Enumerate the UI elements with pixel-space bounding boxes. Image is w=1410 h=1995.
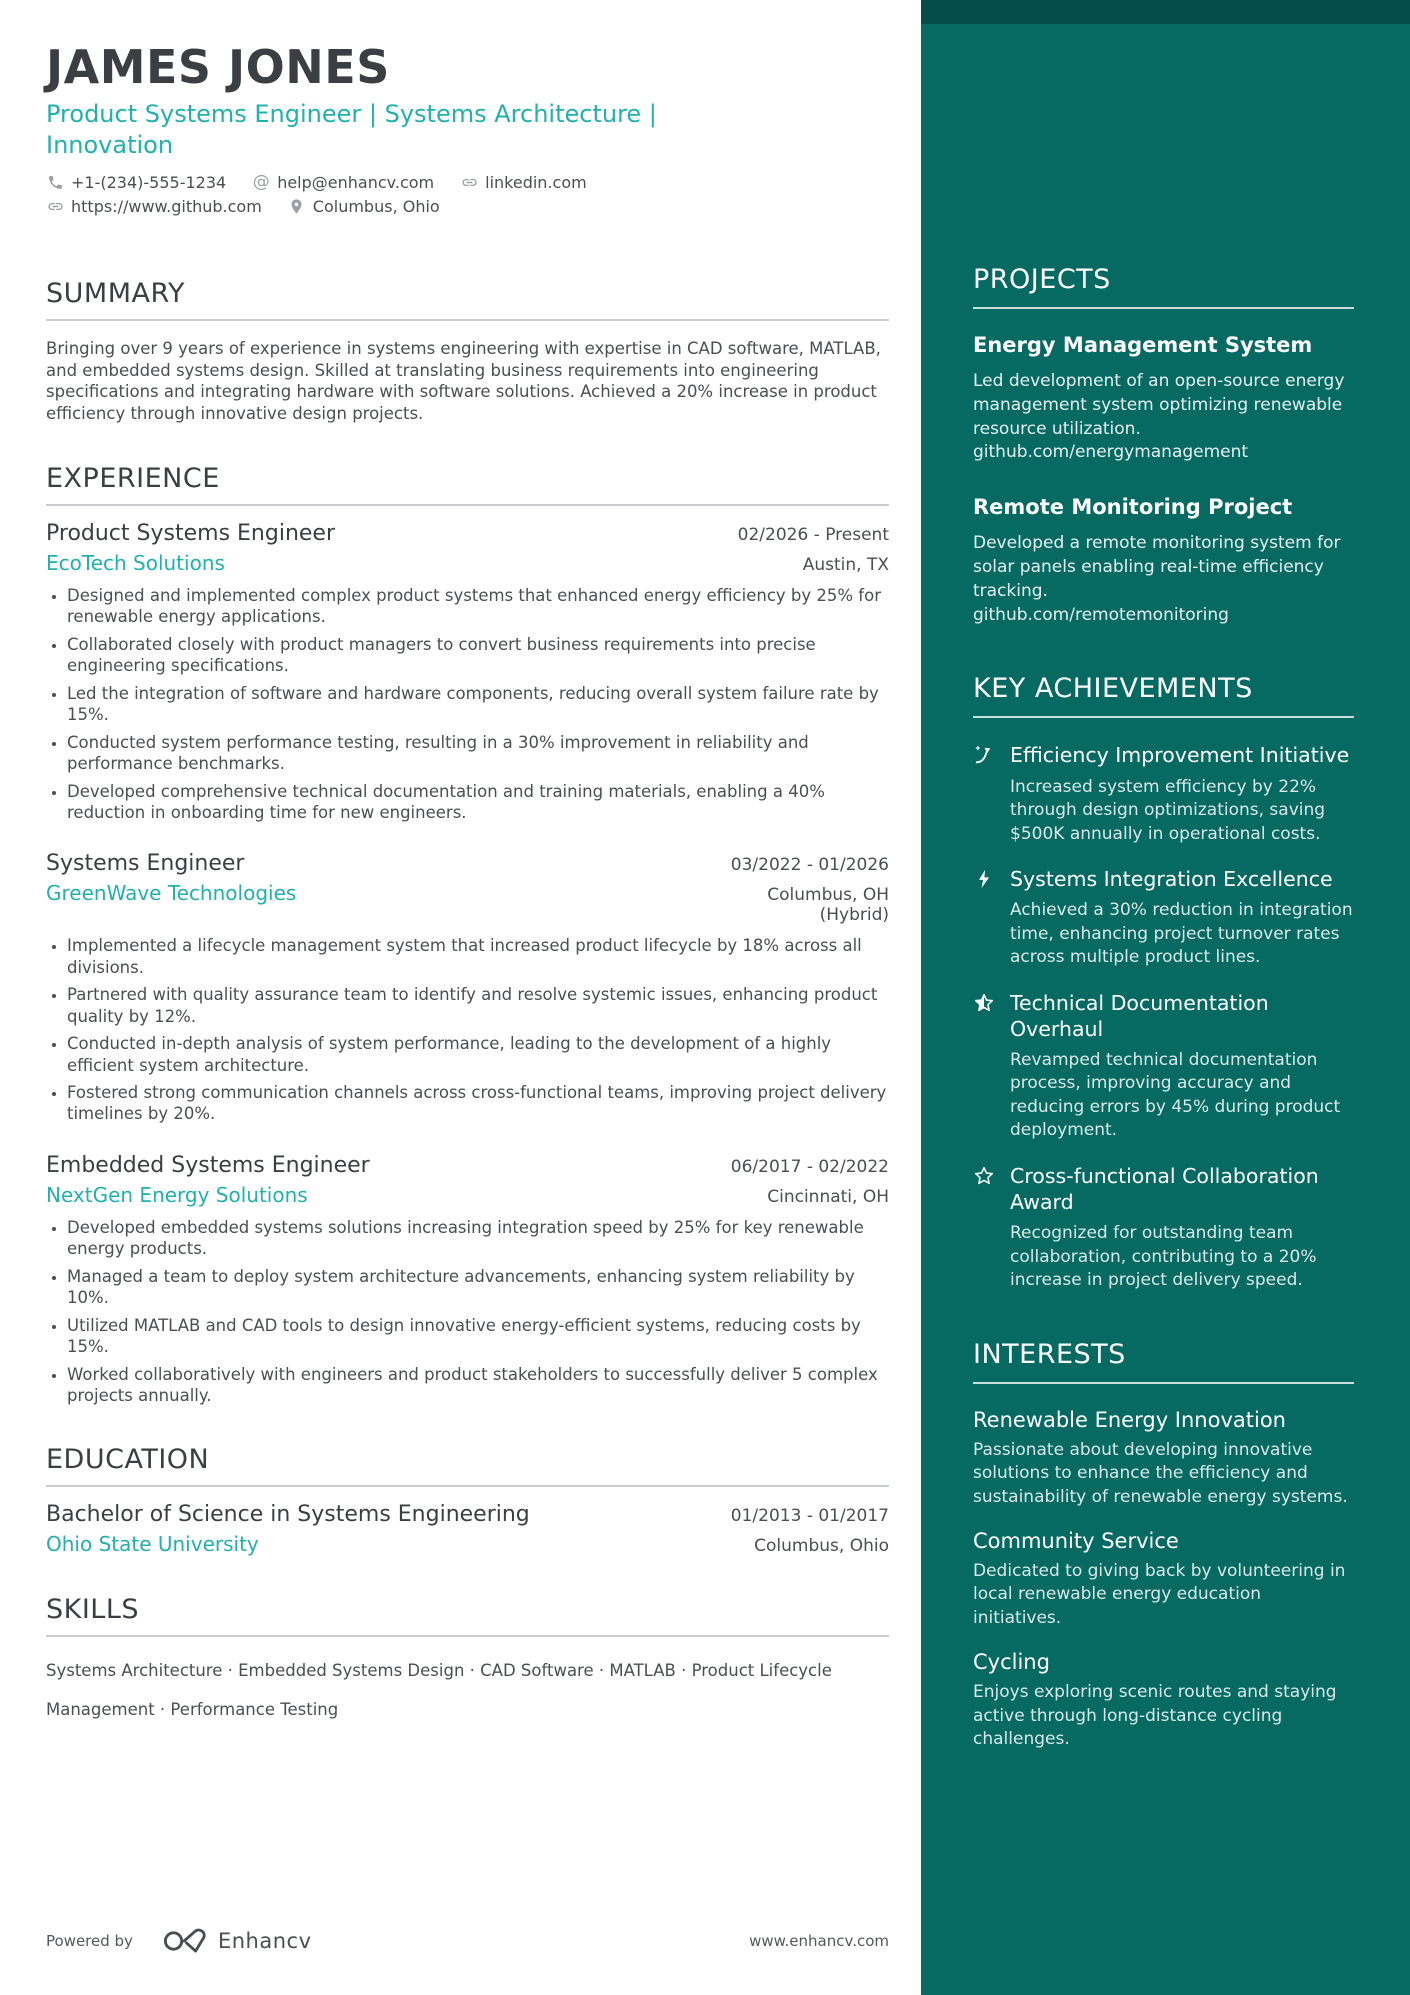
projects-section xyxy=(973,264,1354,627)
interest-title: Renewable Energy Innovation xyxy=(973,1407,1286,1432)
project-entry xyxy=(973,333,1354,465)
achievement-entry xyxy=(973,866,1354,970)
job-company[interactable]: NextGen Energy Solutions xyxy=(46,1182,308,1207)
contact-website[interactable] xyxy=(46,197,262,216)
projects-heading: PROJECTS xyxy=(973,264,1354,309)
skills-section xyxy=(46,1594,889,1730)
achievement-title: Cross-functional Collaboration Award xyxy=(1010,1163,1319,1215)
contact-location-text: Columbus, Ohio xyxy=(312,197,440,217)
contact-row xyxy=(46,173,726,216)
project-title: Energy Management System xyxy=(973,333,1313,357)
at-icon: @ xyxy=(252,172,270,193)
job-bullet: • Led the integration of software and hardware components, reducing overall system failure rate by 15%. xyxy=(67,683,889,726)
experience-section xyxy=(46,463,889,1406)
job-dates: 02/2026 - Present xyxy=(737,525,889,545)
improvement-route-icon xyxy=(973,742,997,846)
person-headline: Product Systems Engineer | Systems Architecture | Innovation xyxy=(46,100,657,159)
lightning-icon xyxy=(973,866,997,970)
powered-by-label: Powered by xyxy=(46,1932,133,1950)
half-star-icon xyxy=(973,990,997,1143)
achievements-section xyxy=(973,673,1354,1292)
contact-linkedin[interactable] xyxy=(460,173,587,192)
job-entry xyxy=(46,1153,889,1407)
job-company[interactable]: GreenWave Technologies xyxy=(46,881,297,906)
skills-heading: SKILLS xyxy=(46,1594,889,1637)
interest-description: Enjoys exploring scenic routes and staying active through long-distance cycling challenges. xyxy=(973,1682,1337,1750)
project-link[interactable]: github.com/energymanagement xyxy=(973,442,1249,463)
sidebar-top-band xyxy=(921,0,1410,24)
achievement-entry xyxy=(973,1163,1354,1293)
link-icon xyxy=(46,198,64,216)
contact-email[interactable] xyxy=(252,173,434,192)
interest-title: Community Service xyxy=(973,1529,1179,1554)
contact-linkedin-text: linkedin.com xyxy=(485,173,587,193)
education-location: Columbus, Ohio xyxy=(754,1536,889,1557)
job-bullet: • Conducted system performance testing, resulting in a 30% improvement in reliability and performance benchmarks. xyxy=(67,732,889,775)
education-section xyxy=(46,1444,889,1556)
contact-phone-text: +1-(234)-555-1234 xyxy=(71,173,227,193)
education-entry xyxy=(46,1502,889,1556)
achievement-description: Achieved a 30% reduction in integration time, enhancing project turnover rates across multiple product lines. xyxy=(1010,900,1353,968)
contact-email-text: help@enhancv.com xyxy=(277,173,435,193)
job-title: Systems Engineer xyxy=(46,851,245,877)
job-bullet: • Developed embedded systems solutions increasing integration speed by 25% for key renewable energy products. xyxy=(67,1217,889,1260)
footer-website[interactable]: www.enhancv.com xyxy=(749,1932,889,1950)
achievements-heading: KEY ACHIEVEMENTS xyxy=(973,673,1354,718)
education-dates: 01/2013 - 01/2017 xyxy=(730,1506,889,1527)
job-dates: 06/2017 - 02/2022 xyxy=(730,1156,889,1177)
degree-title: Bachelor of Science in Systems Engineering xyxy=(46,1502,530,1528)
job-bullet: • Implemented a lifecycle management system that increased product lifecycle by 18% across all divisions. xyxy=(67,935,889,978)
job-bullet: • Utilized MATLAB and CAD tools to design innovative energy-efficient systems, reducing costs by 15%. xyxy=(67,1315,889,1358)
interest-description: Passionate about developing innovative solutions to enhance the efficiency and sustainability of renewable energy systems. xyxy=(973,1439,1348,1507)
achievement-title: Technical Documentation Overhaul xyxy=(1010,990,1269,1041)
location-pin-icon xyxy=(288,198,306,216)
job-bullets xyxy=(46,585,889,823)
job-bullet: • Fostered strong communication channels across cross-functional teams, improving project delivery timelines by 20%. xyxy=(67,1082,889,1125)
school-name[interactable]: Ohio State University xyxy=(46,1532,259,1557)
contact-website-text: https://www.github.com xyxy=(71,197,262,217)
achievement-description: Increased system efficiency by 22% through design optimizations, saving $500K annually in operational costs. xyxy=(1010,776,1326,844)
achievement-description: Recognized for outstanding team collaboration, contributing to a 20% increase in project delivery speed. xyxy=(1010,1223,1317,1291)
enhancv-logo[interactable] xyxy=(163,1927,209,1955)
project-title: Remote Monitoring Project xyxy=(973,495,1293,520)
job-dates: 03/2022 - 01/2026 xyxy=(730,855,889,876)
job-bullets xyxy=(46,1217,889,1407)
job-bullet: • Developed comprehensive technical documentation and training materials, enabling a 40% reduction in onboarding time for new engineers. xyxy=(67,781,889,824)
experience-heading: EXPERIENCE xyxy=(46,463,889,506)
job-company[interactable]: EcoTech Solutions xyxy=(46,551,225,575)
summary-heading: SUMMARY xyxy=(46,278,889,321)
achievement-entry xyxy=(973,990,1354,1143)
job-entry xyxy=(46,521,889,823)
summary-text: Bringing over 9 years of experience in systems engineering with expertise in CAD software, MATLAB, and embedded systems design. Skilled at translating business requirements into engineering specifications and integrating hardware with software solutions. Achieved a 20% increase in product efficiency through innovative design projects. xyxy=(46,338,881,424)
interest-entry xyxy=(973,1408,1354,1509)
interest-entry xyxy=(973,1529,1354,1630)
achievement-title: Systems Integration Excellence xyxy=(1010,866,1333,891)
achievement-description: Revamped technical documentation process, improving accuracy and reducing errors by 45% during product deployment. xyxy=(1010,1050,1341,1141)
contact-phone[interactable] xyxy=(46,173,226,192)
contact-location xyxy=(288,197,440,216)
link-icon xyxy=(460,174,478,192)
job-bullet: • Managed a team to deploy system architecture advancements, enhancing system reliability by 10%. xyxy=(67,1266,889,1309)
job-location: Cincinnati, OH xyxy=(767,1186,889,1207)
skills-list: Systems Architecture · Embedded Systems Design · CAD Software · MATLAB · Product Lifecycle Management · Performance Testing xyxy=(46,1661,832,1720)
job-bullet: • Designed and implemented complex product systems that enhanced energy efficiency by 25% for renewable energy applications. xyxy=(67,585,889,628)
achievement-entry xyxy=(973,742,1354,846)
main-column xyxy=(46,40,889,1730)
job-bullet: • Partnered with quality assurance team to identify and resolve systemic issues, enhancing product quality by 12%. xyxy=(67,984,889,1027)
job-bullet: • Conducted in-depth analysis of system performance, leading to the development of a highly efficient system architecture. xyxy=(67,1033,889,1076)
footer xyxy=(46,1927,889,1955)
brand-name[interactable]: Enhancv xyxy=(217,1929,312,1953)
project-link[interactable]: github.com/remotemonitoring xyxy=(973,604,1229,625)
interest-description: Dedicated to giving back by volunteering in local renewable energy education initiatives. xyxy=(973,1561,1346,1628)
job-location: Columbus, OH (Hybrid) xyxy=(767,885,889,926)
phone-icon xyxy=(46,174,64,192)
project-description: Led development of an open-source energy management system optimizing renewable resource utilization. xyxy=(973,371,1345,439)
education-heading: EDUCATION xyxy=(46,1444,889,1487)
project-description: Developed a remote monitoring system for solar panels enabling real-time efficiency tracking. xyxy=(973,533,1341,601)
sidebar xyxy=(921,0,1410,1995)
project-entry xyxy=(973,495,1354,627)
interests-heading: INTERESTS xyxy=(973,1339,1354,1384)
job-bullet: • Worked collaboratively with engineers and product stakeholders to successfully deliver 5 complex projects annually. xyxy=(67,1364,889,1407)
person-name: JAMES JONES xyxy=(46,40,390,94)
job-location: Austin, TX xyxy=(802,555,889,575)
interest-title: Cycling xyxy=(973,1650,1050,1675)
job-title: Embedded Systems Engineer xyxy=(46,1152,370,1178)
interests-section xyxy=(973,1339,1354,1752)
achievement-title: Efficiency Improvement Initiative xyxy=(1010,743,1350,768)
outline-star-icon xyxy=(973,1163,997,1293)
job-entry xyxy=(46,851,889,1125)
job-bullet: • Collaborated closely with product managers to convert business requirements into precise engineering specifications. xyxy=(67,634,889,677)
job-title: Product Systems Engineer xyxy=(46,521,335,546)
summary-section xyxy=(46,278,889,425)
job-bullets xyxy=(46,935,889,1125)
interest-entry xyxy=(973,1650,1354,1751)
